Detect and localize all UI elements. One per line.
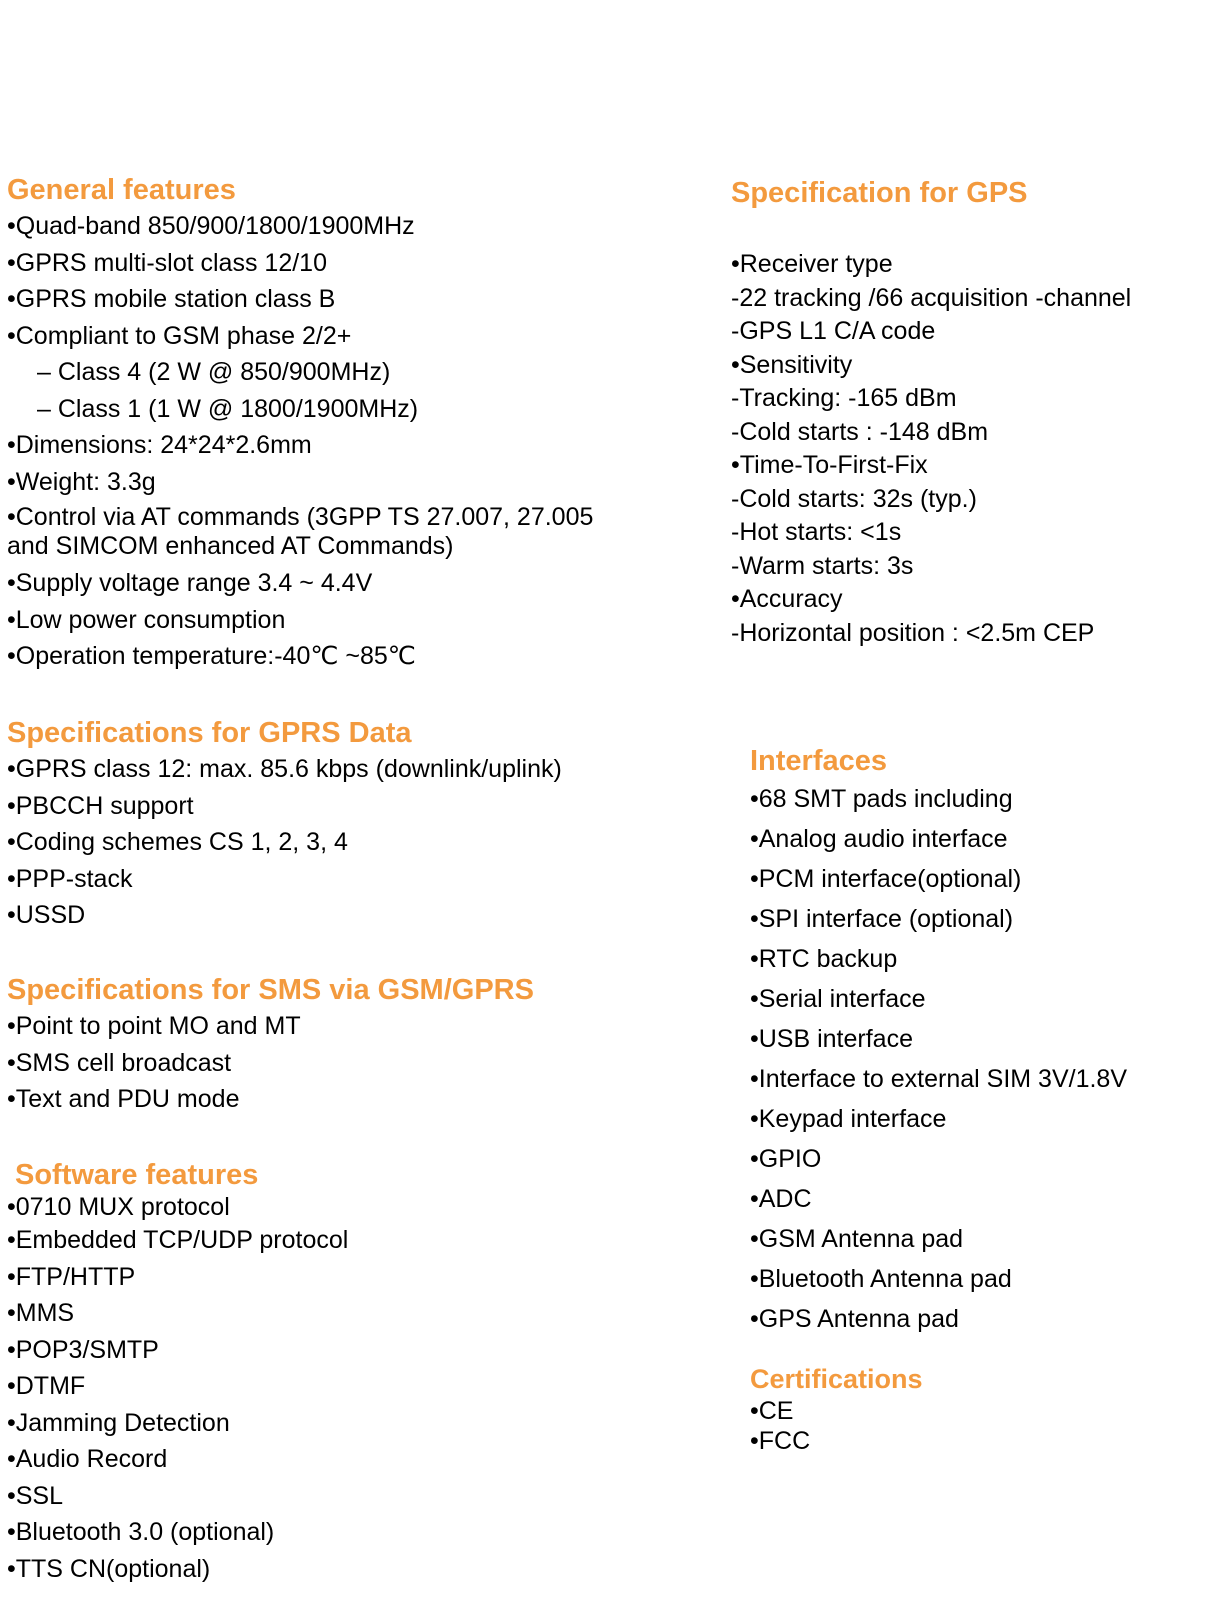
interfaces-heading: Interfaces bbox=[750, 745, 888, 777]
list-item: •MMS bbox=[7, 1299, 75, 1327]
list-item: -Hot starts: <1s bbox=[731, 518, 902, 546]
general-features-list bbox=[7, 208, 687, 675]
list-item: •Dimensions: 24*24*2.6mm bbox=[7, 431, 312, 459]
list-item: •Bluetooth 3.0 (optional) bbox=[7, 1518, 275, 1546]
list-item: •RTC backup bbox=[750, 945, 898, 973]
gps-section bbox=[731, 175, 1201, 650]
list-item: •TTS CN(optional) bbox=[7, 1554, 211, 1583]
list-item: -GPS L1 C/A code bbox=[731, 317, 936, 345]
list-item: -Tracking: -165 dBm bbox=[731, 384, 957, 412]
list-item: •Supply voltage range 3.4 ~ 4.4V bbox=[7, 569, 373, 597]
list-item: •FTP/HTTP bbox=[7, 1262, 136, 1291]
list-item: •SPI interface (optional) bbox=[750, 905, 1014, 933]
list-item: •PBCCH support bbox=[7, 791, 194, 820]
gps-heading: Specification for GPS bbox=[731, 177, 1028, 209]
list-item: •Point to point MO and MT bbox=[7, 1012, 301, 1040]
list-item: -Horizontal position : <2.5m CEP bbox=[731, 618, 1095, 647]
list-item: -Warm starts: 3s bbox=[731, 551, 914, 580]
sms-heading: Specifications for SMS via GSM/GPRS bbox=[7, 974, 534, 1006]
list-item: •GPS Antenna pad bbox=[750, 1305, 959, 1333]
list-item: •Text and PDU mode bbox=[7, 1085, 240, 1113]
list-item: •Bluetooth Antenna pad bbox=[750, 1265, 1012, 1293]
list-item: •Jamming Detection bbox=[7, 1408, 230, 1437]
list-item: •GPRS mobile station class B bbox=[7, 285, 336, 313]
list-item: •Interface to external SIM 3V/1.8V bbox=[750, 1065, 1128, 1093]
software-features-heading: Software features bbox=[15, 1159, 259, 1191]
list-item: •Control via AT commands (3GPP TS 27.007, 27.005 and SIMCOM enhanced AT Commands) bbox=[7, 503, 594, 560]
gps-list bbox=[731, 248, 1201, 650]
certifications-section bbox=[750, 1362, 1205, 1456]
general-features-heading: General features bbox=[7, 174, 236, 206]
list-item: •SMS cell broadcast bbox=[7, 1048, 232, 1077]
list-item: •GSM Antenna pad bbox=[750, 1225, 964, 1253]
list-item: •USSD bbox=[7, 901, 86, 929]
list-item: •GPRS multi-slot class 12/10 bbox=[7, 248, 327, 277]
list-item: •Compliant to GSM phase 2/2+ bbox=[7, 321, 352, 350]
list-item: •CE bbox=[750, 1397, 794, 1425]
list-item: •Coding schemes CS 1, 2, 3, 4 bbox=[7, 828, 348, 856]
list-item: •Quad-band 850/900/1800/1900MHz bbox=[7, 212, 415, 240]
interfaces-section bbox=[750, 743, 1205, 1339]
list-item: •Time-To-First-Fix bbox=[731, 451, 928, 479]
list-item: •DTMF bbox=[7, 1372, 86, 1400]
sms-list bbox=[7, 1008, 687, 1118]
list-item: •Embedded TCP/UDP protocol bbox=[7, 1226, 349, 1254]
list-item: •POP3/SMTP bbox=[7, 1335, 159, 1364]
gprs-data-list bbox=[7, 751, 687, 934]
list-item: •SSL bbox=[7, 1481, 64, 1510]
list-subitem: – Class 1 (1 W @ 1800/1900MHz) bbox=[37, 394, 419, 423]
gprs-data-heading: Specifications for GPRS Data bbox=[7, 717, 412, 749]
list-item: •Operation temperature:-40℃ ~85℃ bbox=[7, 642, 416, 670]
certifications-heading: Certifications bbox=[750, 1364, 923, 1394]
list-item: •GPIO bbox=[750, 1145, 822, 1173]
list-item: •68 SMT pads including bbox=[750, 785, 1013, 813]
list-item: •Accuracy bbox=[731, 585, 843, 613]
general-features-section bbox=[7, 172, 687, 675]
list-item: •0710 MUX protocol bbox=[7, 1193, 230, 1221]
list-item: •USB interface bbox=[750, 1025, 913, 1053]
list-item: •Keypad interface bbox=[750, 1105, 947, 1133]
software-features-section bbox=[7, 1158, 687, 1587]
list-item: -Cold starts : -148 dBm bbox=[731, 417, 989, 446]
list-item: •Sensitivity bbox=[731, 350, 853, 379]
list-item: •ADC bbox=[750, 1185, 812, 1213]
certifications-list bbox=[750, 1396, 1205, 1456]
list-item: •Low power consumption bbox=[7, 605, 286, 634]
list-item: -22 tracking /66 acquisition -channel bbox=[731, 283, 1132, 312]
list-item: •Audio Record bbox=[7, 1445, 168, 1473]
list-item: •PCM interface(optional) bbox=[750, 865, 1022, 893]
list-item: •Weight: 3.3g bbox=[7, 467, 156, 496]
list-item: •Analog audio interface bbox=[750, 825, 1008, 853]
list-item: •GPRS class 12: max. 85.6 kbps (downlink/uplink) bbox=[7, 755, 562, 783]
list-item: •Serial interface bbox=[750, 985, 926, 1013]
list-item: -Cold starts: 32s (typ.) bbox=[731, 484, 977, 513]
list-item: •FCC bbox=[750, 1427, 811, 1455]
list-subitem: – Class 4 (2 W @ 850/900MHz) bbox=[37, 358, 391, 386]
list-item: •Receiver type bbox=[731, 250, 893, 278]
gprs-data-section bbox=[7, 715, 687, 934]
list-item: •PPP-stack bbox=[7, 864, 133, 893]
interfaces-list bbox=[750, 779, 1205, 1339]
software-features-list bbox=[7, 1192, 687, 1587]
sms-section bbox=[7, 972, 687, 1118]
